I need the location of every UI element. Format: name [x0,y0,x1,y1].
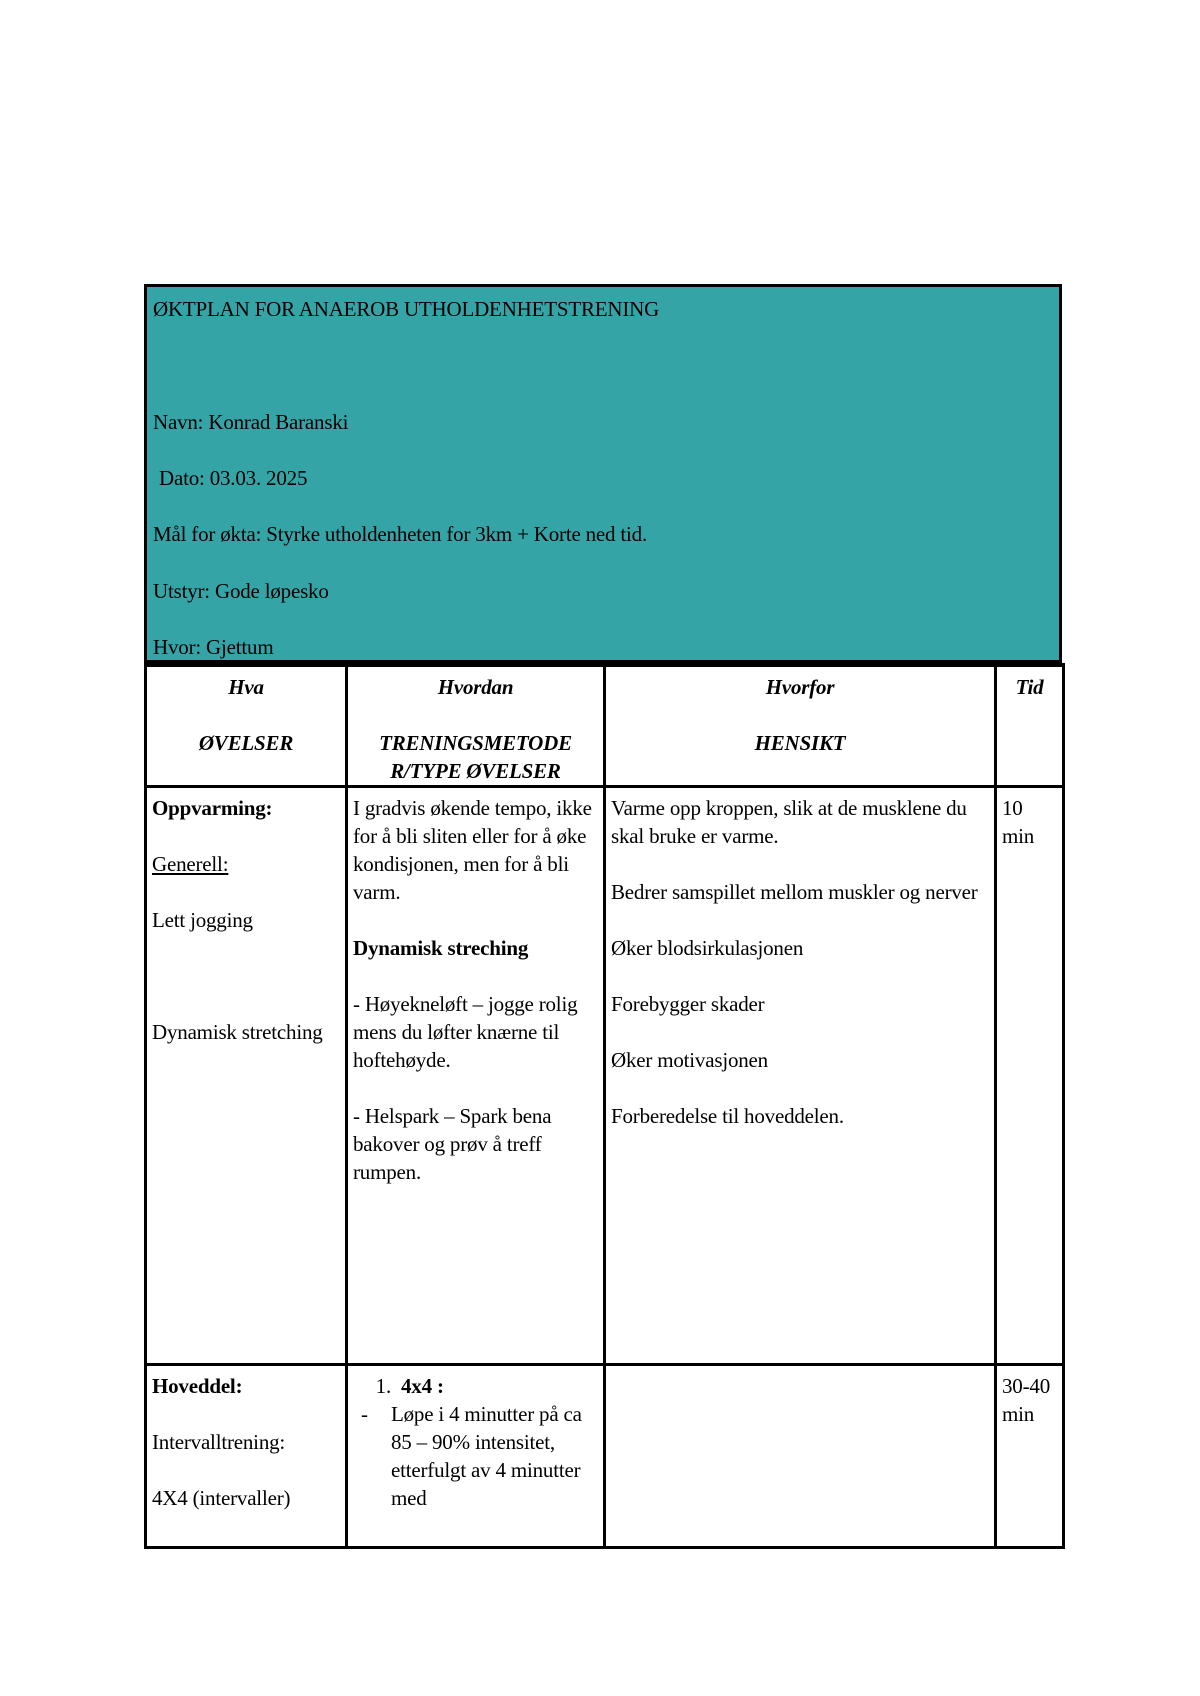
warmup-duration: 10 min [1002,796,1035,848]
table-row-main [146,1365,1064,1548]
main-method-number: 1. [375,1374,391,1398]
column-title-hvordan: Hvordan [437,675,514,699]
column-header-hvordan [347,665,605,787]
warmup-purpose-1: Varme opp kroppen, slik at de musklene du skal bruke er varme. [611,796,967,848]
warmup-purpose-6: Forberedelse til hoveddelen. [611,1104,844,1128]
equipment-line: Utstyr: Gode løpesko [153,579,329,603]
column-title-hvorfor: Hvorfor [765,675,835,699]
main-method-dash-item [353,1400,598,1512]
name-line: Navn: Konrad Baranski [153,410,349,434]
main-method-list-item [353,1372,598,1400]
plan-title: ØKTPLAN FOR ANAEROB UTHOLDENHETSTRENING [153,297,660,321]
warmup-general-label: Generell: [152,852,229,876]
main-method-text: Løpe i 4 minutter på ca 85 – 90% intensitet, etterfulgt av 4 minutter med [391,1402,582,1510]
warmup-method-heading: Dynamisk streching [353,936,529,960]
main-hva-cell [146,1365,347,1548]
warmup-purpose-3: Øker blodsirkulasjonen [611,936,804,960]
warmup-purpose-4: Forebygger skader [611,992,765,1016]
warmup-purpose-2: Bedrer samspillet mellom muskler og nerver [611,880,978,904]
main-duration: 30-40min [1002,1374,1050,1426]
warmup-hvordan-cell [347,787,605,1365]
main-heading: Hoveddel: [152,1374,243,1398]
column-subtitle-hvordan: TRENINGSMETODE R/TYPE ØVELSER [379,731,572,783]
warmup-exercise-butt-kicks: - Helspark – Spark bena bakover og prøv å treff rumpen. [353,1104,552,1184]
column-title-hva: Hva [228,675,264,699]
main-hvordan-cell [347,1365,605,1548]
warmup-purpose-5: Øker motivasjonen [611,1048,768,1072]
warmup-hvorfor-cell [605,787,996,1365]
warmup-item-stretching: Dynamisk stretching [152,1020,323,1044]
main-item-4x4: 4X4 (intervaller) [152,1486,291,1510]
plan-header [144,284,1062,663]
column-header-hvorfor [605,665,996,787]
warmup-tid-cell [996,787,1064,1365]
warmup-item-jogging: Lett jogging [152,908,253,932]
main-method-heading: 4x4 : [401,1374,444,1398]
main-tid-cell [996,1365,1064,1548]
workout-plan-document [144,284,1062,1549]
column-subtitle-hvorfor: HENSIKT [754,731,846,755]
column-header-hva [146,665,347,787]
column-title-tid: Tid [1015,675,1044,699]
location-line: Hvor: Gjettum [153,635,274,659]
column-subtitle-hva: ØVELSER [198,731,294,755]
table-header-row [146,665,1064,787]
warmup-heading: Oppvarming: [152,796,273,820]
main-hvorfor-cell [605,1365,996,1548]
warmup-hva-cell [146,787,347,1365]
column-header-tid [996,665,1064,787]
warmup-method-intro: I gradvis økende tempo, ikke for å bli sliten eller for å øke kondisjonen, men for å bli varm. [353,796,592,904]
date-line: Dato: 03.03. 2025 [159,466,308,490]
warmup-exercise-high-knees: - Høyekneløft – jogge rolig mens du løfter knærne til hoftehøyde. [353,992,578,1072]
goal-line: Mål for økta: Styrke utholdenheten for 3km + Korte ned tid. [153,522,648,546]
table-row-warmup [146,787,1064,1365]
plan-table [144,663,1065,1549]
main-item-interval: Intervalltrening: [152,1430,286,1454]
main-method-dash: - [361,1402,368,1426]
